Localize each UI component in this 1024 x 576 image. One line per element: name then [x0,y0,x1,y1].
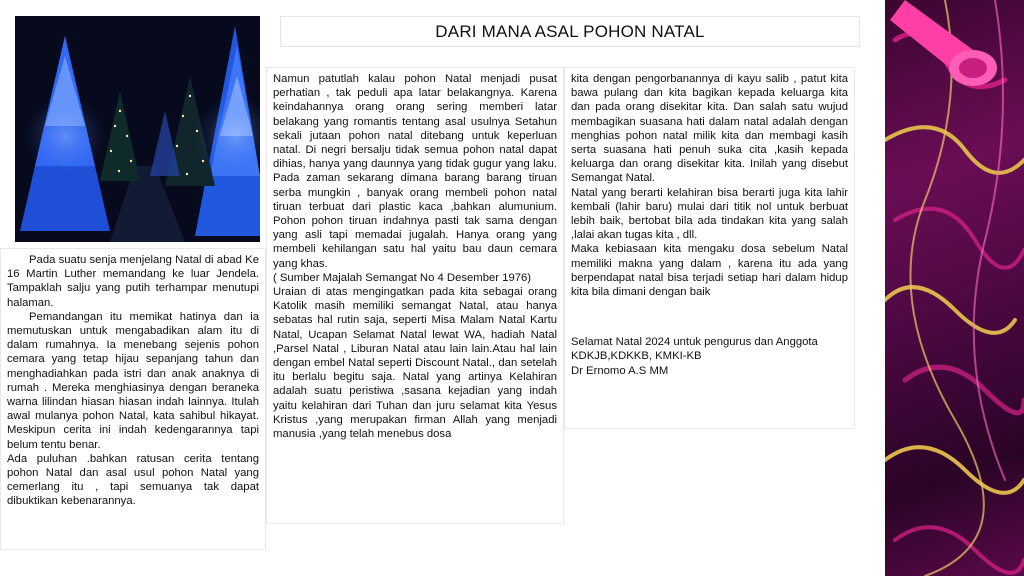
greeting-line: Selamat Natal 2024 untuk pengurus dan Anggota KDKJB,KDKKB, KMKI-KB [571,336,818,363]
paragraph: Ada puluhan .bahkan ratusan cerita tentang pohon Natal dan asal usul pohon Natal yang cemerlang itu , tapi semuanya tak dapat dibuktikan kebenarannya. [7,452,259,508]
text-column-1 [0,248,266,550]
paragraph: Uraian di atas mengingatkan pada kita sebagai orang Katolik masih memiliki semangat Natal, atau hanya sebatas hal rutin saja, seperti Misa Malam Natal Kartu Natal, Ucapan Selamat Natal lewat WA, hadiah Natal ,Parsel Natal , Liburan Natal atau lain lain.Atau hal lain dengan embel Natal seperti Discount Natal., dan setelah itu berlalu begitu saja. Natal yang artinya Kelahiran adalah suatu peristiwa ,sasana kejadian yang indah yaitu kelahiran dari Tuhan dan juru selamat kita Yesus Kristus ,yang merupakan firman Allah yang menjadi manusia ,yang telah menebus dosa [273,286,557,441]
paragraph: Pemandangan itu memikat hatinya dan ia memutuskan untuk mengabadikan alam itu di dalam rumahnya. Ia menebang sejenis pohon cemara yang tetap hijau sepanjang tahun dan menghadiahkan pada istri dan anak anaknya di rumah . Mereka menghiasinya dengan beraneka warna lilindan hiasan hiasan indah lainnya. Itulah awal mulanya pohon Natal, kata sahibul hikayat. Meskipun cerita ini indah kedengarannya tapi belum tentu benar. [7,310,259,451]
author-signature: Dr Ernomo A.S MM [571,364,669,377]
paragraph: Maka kebiasaan kita mengaku dosa sebelum Natal memiliki makna yang dalam , karena itu ada yang berpendapat natal bisa terjadi setiap hari dalam hidup kita bila dimani dengan baik [571,243,848,299]
christmas-trees-photo-icon [15,16,260,242]
paragraph: Natal yang berarti kelahiran bisa berarti juga kita lahir kembali (lahir baru) mulai dari titik nol untuk berbuat lebih baik, bertobat bila ada tindakan kita yang salah ,lalai akan tugas kita , dll. [571,186,848,242]
spacer [571,299,848,335]
party-horn-icon [885,0,1024,576]
paragraph: kita dengan pengorbanannya di kayu salib , patut kita bawa pulang dan kita bagikan kepada keluarga kita dan pada orang disekitar kita. Dan salah satu wujud membagikan suasana hati dalam natal adalah dengan menghias pohon natal milik kita dan membagi kasih serta suasana hati penuh suka cita ,kasih kepada keluarga dan orang disekitar kita. Inilah yang disebut Semangat Natal. [571,73,848,185]
paragraph: Pada suatu senja menjelang Natal di abad Ke 16 Martin Luther memandang ke luar Jendela. Tampaklah salju yang putih terhampar menutupi halaman. [7,254,259,309]
party-horn-ribbons-decoration [885,0,1024,576]
text-column-2 [266,67,564,524]
paragraph: Namun patutlah kalau pohon Natal menjadi pusat perhatian , tak peduli apa latar belakangnya. Karena keindahannya orang orang sering memberi latar belakang yang romantis tentang asal usulnya Setahun sekali jutaan pohon natal ditebang untuk keperluan natal. Di negri bersalju tidak semua pohon natal dapat dihias, hanya yang daunnya yang tidak gugur yang laku. Pada zaman sekarang dimana barang barang tiruan serba mungkin , banyak orang membeli pohon natal tiruan terbuat dari plastic kaca ,bahkan alumunium. Pohon pohon tiruan indahnya pasti tak sama dengan yang asli tapi memadai jugalah. Hanya orang yang membeli kehilangan satu hal yaitu bau daun cemara yang khas. [273,73,557,270]
source-citation: ( Sumber Majalah Semangat No 4 Desember 1976) [273,271,532,284]
page-title: DARI MANA ASAL POHON NATAL [280,16,860,47]
christmas-trees-photo [15,16,260,242]
party-horn [890,0,997,86]
text-column-3 [564,67,855,429]
